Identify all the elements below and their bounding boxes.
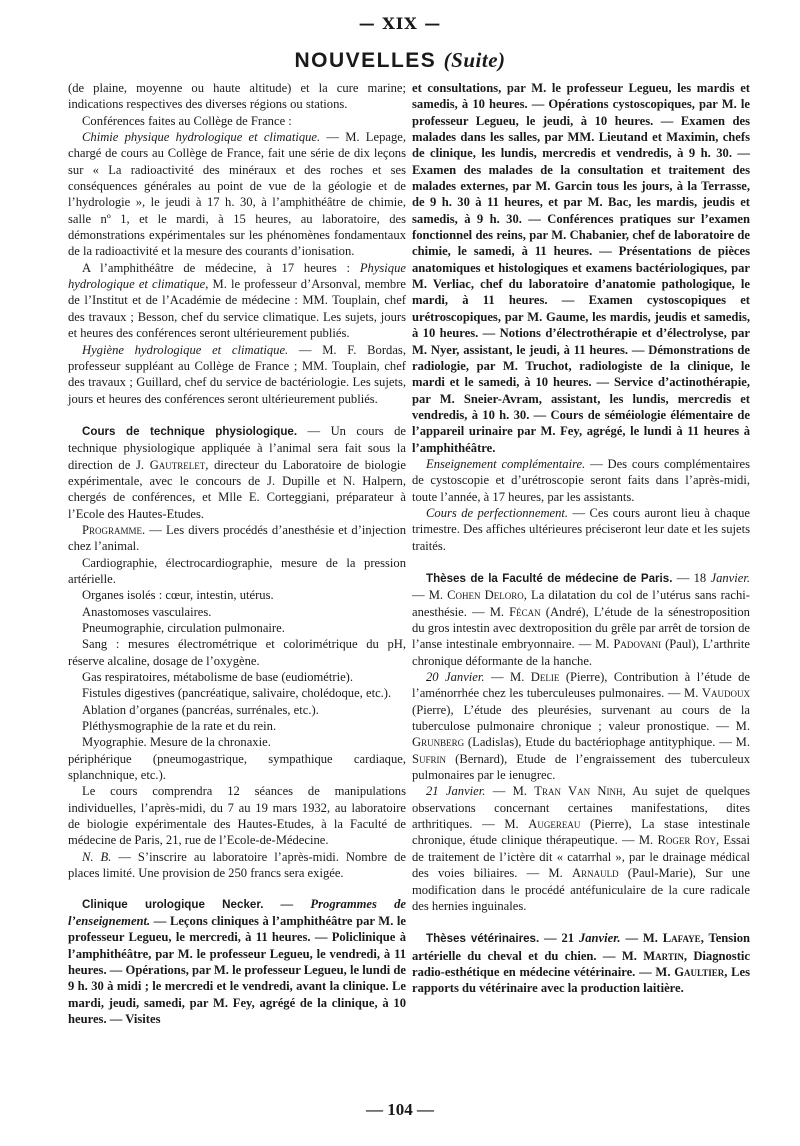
- paragraph-chimie-physique: [68, 129, 406, 260]
- person-name: Martin: [643, 948, 684, 963]
- person-name: Gaultier: [674, 964, 725, 979]
- roman-page-numeral: — XIX —: [358, 14, 442, 33]
- paragraph-physique-hydrologique: [68, 260, 406, 342]
- person-name: Delie: [530, 670, 560, 685]
- section-heading: Cours de technique physiologique.: [82, 424, 298, 438]
- course-title: Hygiène hydrologique et climatique.: [82, 342, 289, 357]
- text-run: — M.: [484, 670, 531, 685]
- page-number: — 104 —: [366, 1100, 434, 1119]
- person-name: Roger Roy: [657, 833, 717, 848]
- paragraph-technique-physiologique: [68, 423, 406, 522]
- text-run: — Leçons cliniques à l’amphithéâtre par M. le professeur Legueu, le mercredi, à 11 heures. — Policlinique à l’amphithéâtre, par M. le professeur Legueu, le vendredi, à 11 heures. — Opérations, par M. le professeur Legueu, le lundi de 9 h. 30 à midi ; le mercredi et le vendredi, avant la clinique. Le mardi, jeudi, samedi, par M. Fey, agrégé de la clinique, à 10 heures. — Visites: [68, 913, 406, 1026]
- text-run: , Diagnostic radio-esthétique en médecine vétérinaire. — M.: [412, 948, 750, 979]
- paragraph-clinique-urologique: [68, 896, 406, 1028]
- paragraph-cours-perfectionnement: [412, 505, 750, 554]
- person-name: Sufrin: [412, 751, 447, 766]
- left-column: [68, 80, 406, 1027]
- paragraph-continuation: (de plaine, moyenne ou haute altitude) et la cure marine; indications respectives des diverses régions ou stations.: [68, 81, 406, 112]
- list-item: Sang : mesures électrométrique et colorimétrique du pH, réserve alcaline, dosage de l’oxygène.: [68, 637, 406, 668]
- text-run: , Essai de traitement de l’ictère dit « catarrhal », par le drainage médical des voies biliaires. — M.: [412, 833, 750, 881]
- date-label: 20 Janvier.: [426, 670, 485, 685]
- title-suite: (Suite): [443, 48, 506, 72]
- person-name: Cohen Deloro: [447, 588, 524, 603]
- text-run: — 18: [672, 570, 711, 585]
- text-run: (Pierre), L’étude des pleurésies, survenant au cours de la tuberculose pulmonaire chronique ; valeur pronostique. — M.: [412, 702, 750, 734]
- title-text: NOUVELLES: [294, 49, 437, 72]
- course-title: Enseignement complémentaire.: [426, 456, 586, 471]
- section-subheading: — Programmes de l’enseignement.: [68, 896, 406, 928]
- text-run: , Les rapports du vétérinaire avec la production laitière.: [412, 964, 751, 996]
- paragraph-nota-bene: [68, 849, 406, 882]
- text-run: (Paul), L’arthrite chronique déformante de la hanche.: [412, 637, 750, 668]
- course-title: Chimie physique hydrologique et climatique.: [82, 130, 321, 145]
- person-name: Tran Van Ninh: [534, 784, 623, 799]
- list-item: Cardiographie, électrocardiographie, mesure de la pression artérielle.: [68, 555, 406, 586]
- text-run: — M.: [412, 588, 448, 603]
- text-run: — 21: [539, 931, 579, 946]
- paragraph-continuation: et consultations, par M. le professeur Legueu, les mardis et samedis, à 10 heures. — Opérations cystoscopiques, par M. le professeur Legueu, le jeudi, à 10 heures. — Examen des malades dans les salles, par MM. Lieutand et Maximin, chefs de clinique, les lundis, mercredis et vendredis, à 9 h. 30. — Examen des malades de la consultation et traitement des malades externes, par M. Garcin tous les jours, à la Terrasse, de 9 h. 30 à 11 heures, et par M. Bac, les mardis, jeudis et samedis, à 9 h. 30. — Conférences pratiques sur l’examen fonctionnel des reins, par M. Chabanier, chef de laboratoire de chimie, le samedi, à 11 heures. — Présentations de pièces anatomiques et histologiques et examens bactériologiques, par M. Verliac, chef du laboratoire d’anatomie pathologique, le mardi, à 11 heures. — Examen cystoscopiques et urétroscopiques, par M. Gaume, les mardis, jeudis et samedis, à 10 heures. — Notions d’électrothérapie et d’électrolyse, par M. Nyer, assistant, le jeudi, à 11 heures. — Démonstrations de radiologie, par M. Truchot, radiologiste de la clinique, le mardi et le samedi, à 10 heures. — Service d’actinothérapie, par M. Sneier-Avram, assistant, les lundis, mercredis et vendredis, à 10 h. 30. — Cours de séméiologie élémentaire de l’appareil urinaire par M. Fey, agrégé, le lundi à 11 heures à l’amphithéâtre.: [412, 81, 750, 455]
- person-name: Fécan: [509, 604, 541, 619]
- paragraph-college-de-france: Conférences faites au Collège de France :: [82, 113, 292, 128]
- course-body: M. le professeur d’Arsonval, membre de l’Institut et de l’Académie de médecine : MM. Touplain, chef des travaux ; Besson, chef du service climatique. Les sujets, jours et heures des conférences seront ultérieurement publiés.: [68, 277, 406, 341]
- paragraph-enseignement-complementaire: [412, 456, 750, 505]
- list-item: Pneumographie, circulation pulmonaire.: [82, 621, 285, 635]
- text-run: — Des cours complémentaires de cystoscopie et d’urétroscopie seront faits dans l’après-midi, toute l’année, à 17 heures, par les assistants.: [412, 456, 751, 504]
- person-name: Vaudoux: [701, 686, 750, 701]
- person-name: Augereau: [528, 817, 581, 832]
- person-name: Arnauld: [571, 866, 619, 881]
- course-body: — M. F. Bordas, professeur suppléant au Collège de France ; MM. Touplain, chef des travaux ; Guillard, chef du service de bactériologie. Les sujets, jours et heures des conférences seront ultérieurement publiés.: [68, 342, 406, 406]
- text-run: — M.: [485, 784, 535, 799]
- person-name: Padovani: [613, 637, 662, 652]
- paragraph-hygiene-hydrologique: [68, 342, 406, 407]
- page-title: [0, 48, 800, 73]
- text-run: , directeur du Laboratoire de biologie expérimentale, avec le concours de J. Dupille et N. Halpern, chergés de conférences, et Mlle E. Corteggiani, préparateur à l’Ecole des Hautes-Etudes.: [68, 457, 406, 521]
- list-item: périphérique (pneumogastrique, sympathique cardiaque, splanchnique, etc.).: [68, 751, 406, 783]
- text-run: — M.: [620, 931, 663, 946]
- programme-label: Programme.: [82, 522, 146, 537]
- text-run: (Ladislas), Etude du bactériophage antityphique. — M.: [464, 735, 750, 750]
- text-run: — Un cours de technique physiologique appliquée à l’animal sera fait sous la direction de J.: [68, 423, 406, 472]
- right-column: [412, 80, 750, 997]
- paragraph-theses-20-janvier: [412, 669, 750, 783]
- text-run: (Bernard), Etude de l’engraissement des tuberculeux pulmonaires par le ienugrec.: [412, 751, 750, 783]
- text-run: , La dilatation du col de l’utérus sans rachi-anesthésie. — M.: [412, 588, 750, 619]
- date-label: Janvier.: [710, 570, 750, 585]
- section-heading: Thèses vétérinaires.: [426, 932, 540, 946]
- paragraph-theses-21-janvier: [412, 783, 750, 914]
- text-run: — Ces cours auront lieu à chaque trimestre. Des affiches ultérieures préciseront leur date et les sujets traités.: [412, 505, 750, 553]
- text-run: , Tension artérielle du cheval et du chien. — M.: [412, 931, 750, 963]
- list-item: Pléthysmographie de la rate et du rein.: [82, 719, 277, 734]
- paragraph-course-dates: Le cours comprendra 12 séances de manipulations individuelles, l’après-midi, du 7 au 19 mars 1932, au laboratoire de biologie expérimentale des Hautes-Etudes, à la Faculté de médecine de Paris, 21, rue de l’Ecole-de-Médecine.: [68, 784, 406, 848]
- section-heading: Clinique urologique Necker.: [82, 897, 264, 911]
- date-label: Janvier.: [578, 931, 621, 946]
- person-name: Gautrelet: [149, 457, 206, 472]
- text-run: — S’inscrire au laboratoire l’après-midi. Nombre de places limité. Une provision de 250 francs sera exigée.: [68, 849, 406, 881]
- paragraph-theses-faculte: [412, 570, 750, 669]
- text-run: (Pierre), La stase intestinale chronique, étude clinique thérapeutique. — M.: [412, 817, 750, 848]
- list-item: Gas respiratoires, métabolisme de base (eudiométrie).: [82, 670, 354, 685]
- date-label: 21 Janvier.: [426, 784, 486, 799]
- list-item: Myographie. Mesure de la chronaxie.: [82, 735, 271, 750]
- list-item: Anastomoses vasculaires.: [82, 604, 212, 619]
- text-lead: A l’amphithéâtre de médecine, à 17 heures :: [82, 260, 360, 275]
- person-name: Grunberg: [412, 735, 465, 750]
- list-item: Fistules digestives (pancréatique, salivaire, cholédoque, etc.).: [82, 686, 392, 701]
- text-run: — Les divers procédés d’anesthésie et d’injection chez l’animal.: [68, 522, 406, 554]
- paragraph-theses-veterinaires: [412, 930, 750, 996]
- list-item: Organes isolés : cœur, intestin, utérus.: [82, 588, 274, 603]
- course-body: — M. Lepage, chargé de cours au Collège de France, fait une série de dix leçons sur « La radioactivité des minéraux et des roches et ses conséquences générales au point de vue de la géologie et de l’hydrologie », le jeudi à 17 h. 30, à l’amphithéâtre de chimie, salle nº 1, et le mardi, à 15 heures, au laboratoire, des démonstrations expérimentales sur les phénomènes fondamentaux de la radioactivité et la mesure des courants d’ionisation.: [68, 130, 407, 259]
- course-title: Cours de perfectionnement.: [426, 505, 569, 520]
- text-run: (Paul-Marie), Sur une modification dans le procédé antéfuniculaire de la cure radicale des hernies inguinales.: [412, 866, 750, 913]
- text-run: (André), L’étude de la sénestroposition du gros intestin avec dextroposition du grêle par arrêt de torsion de l’anse intestinale embryonnaire. — M.: [412, 604, 750, 652]
- section-heading: Thèses de la Faculté de médecine de Paris.: [426, 571, 673, 585]
- nb-label: N. B.: [82, 849, 112, 864]
- person-name: Lafaye: [662, 931, 701, 946]
- paragraph-programme: [68, 522, 406, 555]
- text-run: (Pierre), Contribution à l’étude de l’aménorrhée chez les tuberculeuses pulmonaires. — M.: [412, 670, 750, 701]
- course-title: Physique hydrologique et climatique,: [68, 260, 406, 292]
- text-run: , Au sujet de quelques observations concernant certaines manifestations, dites arthritiques. — M.: [412, 784, 750, 832]
- list-item: Ablation d’organes (pancréas, surrénales, etc.).: [82, 702, 319, 717]
